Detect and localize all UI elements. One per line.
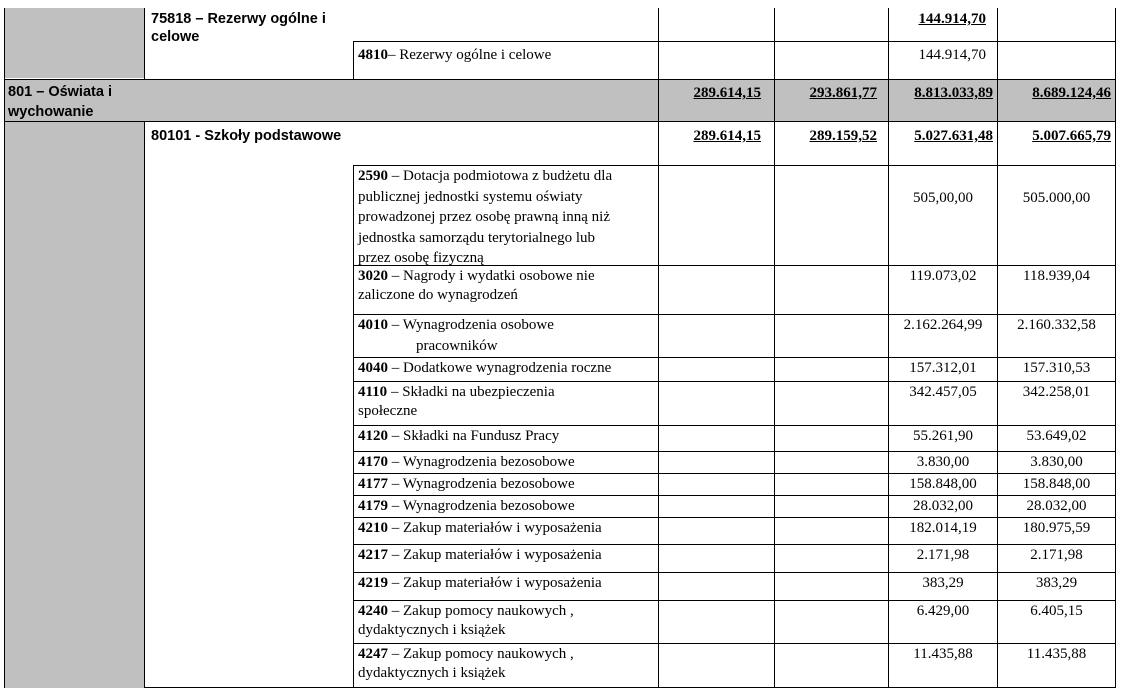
item-4110-col4: 342.258,01	[1022, 384, 1091, 400]
vline-col-b	[353, 165, 354, 688]
item-4810	[358, 45, 551, 65]
item-title: – Wynagrodzenia bezosobowe	[391, 498, 575, 514]
item-code: 4210	[358, 520, 392, 536]
hline-121	[4, 121, 1116, 122]
vline-col-b-top	[353, 41, 354, 79]
item-code: 4040	[358, 360, 392, 376]
item-4217-col4: 2.171,98	[1030, 547, 1083, 563]
item-4247-col3: 11.435,88	[913, 646, 973, 662]
item-4177-line-0	[358, 474, 575, 494]
item-code: 4240	[358, 603, 392, 619]
item-4240-col4: 6.405,15	[1030, 603, 1083, 619]
item-2590-col4: 505.000,00	[1022, 190, 1091, 206]
item-4010-line-1: pracowników	[416, 338, 498, 354]
item-4040-col4: 157.310,53	[1022, 360, 1091, 376]
item-title: – Wynagrodzenia bezosobowe	[391, 476, 575, 492]
item-4210-col3: 182.014,19	[909, 520, 977, 536]
vline-left	[4, 8, 5, 688]
item-4010-col3: 2.162.264,99	[903, 317, 983, 333]
item-4810-col4: 144.914,70	[918, 47, 986, 63]
item-4240-col3: 6.429,00	[916, 603, 970, 619]
chapter-75818-code: 75818	[151, 11, 192, 27]
chapter-75818-title: – Rezerwy ogólne i	[191, 11, 326, 27]
item-4210-col4: 180.975,59	[1022, 520, 1091, 536]
department-col1: 289.614,15	[693, 85, 761, 101]
item-2590-line-4: przez osobę fizyczną	[358, 250, 484, 266]
chapter-80101-title: 80101 - Szkoły podstawowe	[151, 128, 342, 144]
chapter-80101-col1: 289.614,15	[693, 128, 761, 144]
vline-right	[1115, 8, 1116, 688]
item-title: – Zakup materiałów i wyposażenia	[391, 547, 602, 563]
department-title-line2: wychowanie	[8, 104, 94, 120]
chapter-75818-code-line1	[151, 9, 326, 29]
item-3020-line-1: zaliczone do wynagrodzeń	[358, 287, 518, 303]
item-4810-title: – Rezerwy ogólne i celowe	[388, 47, 552, 63]
item-4110-col3: 342.457,05	[909, 384, 977, 400]
item-4219-col3: 383,29	[922, 575, 964, 591]
item-4170-col3: 3.830,00	[916, 454, 970, 470]
item-4240-line-1: dydaktycznych i książek	[358, 622, 506, 638]
item-3020-col4: 118.939,04	[1023, 268, 1090, 284]
item-4179-col3: 28.032,00	[913, 498, 973, 514]
item-4120-col3: 55.261,90	[913, 428, 973, 444]
item-code: 2590	[358, 168, 392, 184]
item-code: 4010	[358, 317, 392, 333]
item-4177-col4: 158.848,00	[1022, 476, 1091, 492]
item-4010-line-0	[358, 315, 554, 335]
chapter-80101-col2: 289.159,52	[809, 128, 877, 144]
department-col4: 8.689.124,46	[1032, 85, 1111, 101]
item-3020-line-0	[358, 266, 595, 286]
item-title: – Składki na Fundusz Pracy	[391, 428, 560, 444]
item-4177-col3: 158.848,00	[909, 476, 977, 492]
item-2590-line-2: prowadzonej przez osobę prawną inną niż	[358, 209, 610, 225]
item-4219-col4: 383,29	[1035, 575, 1078, 591]
vline-col-d	[774, 8, 775, 688]
item-code: 3020	[358, 268, 392, 284]
item-4040-col3: 157.312,01	[909, 360, 977, 376]
item-code: 4177	[358, 476, 392, 492]
item-4010-col4: 2.160.332,58	[1017, 317, 1096, 333]
item-4170-line-0	[358, 452, 575, 472]
chapter-80101-col3: 5.027.631,48	[914, 128, 993, 144]
item-2590-line-1: publicznej jednostki systemu oświaty	[358, 188, 583, 205]
item-code: 4170	[358, 454, 392, 470]
item-4120-col4: 53.649,02	[1026, 428, 1087, 444]
item-4110-line-1: społeczne	[358, 403, 418, 419]
item-title: – Zakup pomocy naukowych ,	[391, 603, 574, 619]
item-title: – Dotacja podmiotowa z budżetu dla	[391, 168, 613, 184]
item-4217-line-0	[358, 545, 602, 565]
item-4247-col4: 11.435,88	[1026, 646, 1087, 662]
item-title: – Składki na ubezpieczenia	[390, 384, 555, 400]
item-4217-col3: 2.171,98	[916, 547, 970, 563]
item-2590-line-3: jednostka samorządu terytorialnego lub	[358, 229, 596, 246]
hline-79	[4, 79, 1116, 80]
item-title: – Dodatkowe wynagrodzenia roczne	[391, 360, 612, 376]
item-title: – Zakup pomocy naukowych ,	[391, 646, 574, 662]
item-3020-col3: 119.073,02	[909, 268, 977, 284]
left-gray-column-bottom	[5, 121, 144, 688]
left-gray-column-top	[5, 8, 144, 78]
hline-41	[353, 41, 1116, 42]
vline-col-c	[658, 8, 659, 688]
item-2590-col3: 505,00,00	[913, 190, 973, 206]
item-4170-col4: 3.830,00	[1030, 454, 1083, 470]
item-4210-line-0	[358, 518, 602, 538]
item-4179-line-0	[358, 496, 575, 516]
item-4219-line-0	[358, 573, 602, 593]
item-title: – Wynagrodzenia osobowe	[391, 317, 554, 333]
item-4810-code: 4810	[358, 47, 388, 63]
department-title-line1: 801 – Oświata i	[8, 84, 112, 100]
item-code: 4120	[358, 428, 392, 444]
item-code: 4110	[358, 384, 391, 400]
item-4040-line-0	[358, 358, 611, 378]
item-4120-line-0	[358, 426, 559, 446]
vline-col-a2	[144, 121, 145, 688]
item-4247-line-1: dydaktycznych i książek	[358, 665, 506, 681]
item-code: 4179	[358, 498, 392, 514]
chapter-75818-col4: 144.914,70	[918, 11, 986, 27]
item-code: 4247	[358, 646, 392, 662]
item-title: – Zakup materiałów i wyposażenia	[391, 520, 602, 536]
chapter-80101-col4: 5.007.665,79	[1032, 128, 1111, 144]
item-title: – Zakup materiałów i wyposażenia	[391, 575, 602, 591]
item-4240-line-0	[358, 601, 574, 621]
item-4110-line-0	[358, 382, 555, 402]
chapter-75818-title-line2: celowe	[151, 29, 200, 45]
department-col3: 8.813.033,89	[914, 85, 993, 101]
item-title: – Nagrody i wydatki osobowe nie	[391, 268, 595, 284]
item-code: 4217	[358, 547, 392, 563]
department-col2: 293.861,77	[809, 85, 877, 101]
item-code: 4219	[358, 575, 392, 591]
item-4179-col4: 28.032,00	[1026, 498, 1087, 514]
item-2590-line-0	[358, 166, 612, 186]
vline-col-a	[144, 8, 145, 79]
item-4247-line-0	[358, 644, 574, 664]
item-title: – Wynagrodzenia bezosobowe	[391, 454, 575, 470]
